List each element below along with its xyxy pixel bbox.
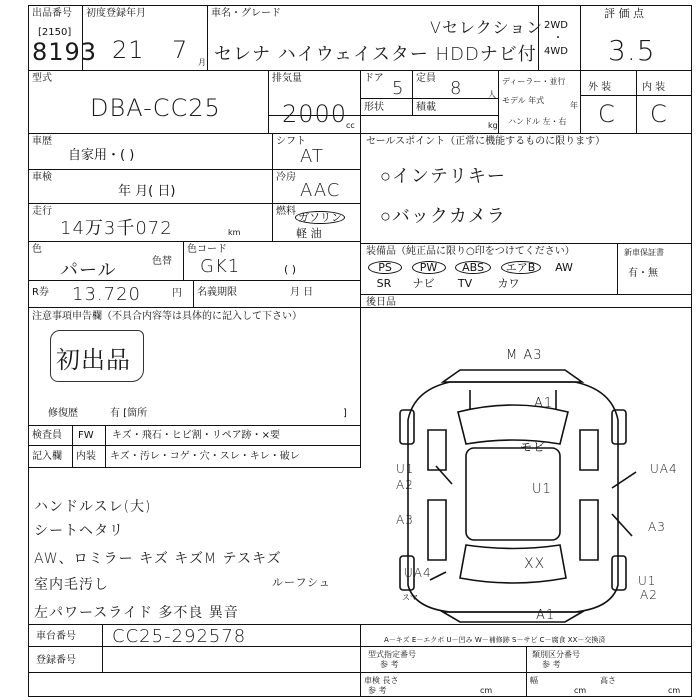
capacity-label: 定員	[416, 73, 436, 84]
equip-sr: SR	[376, 277, 392, 290]
note-3: AW、ロミラー キズ キズM テスキズ	[34, 551, 282, 567]
footer-ref2: 参 考	[542, 660, 561, 669]
footer-width-label: 幅	[530, 676, 538, 685]
fuel-label: 燃料	[276, 206, 296, 217]
mark-left-1: U1	[396, 462, 415, 476]
mark-smark: スマ	[402, 593, 418, 602]
recycle-label: R券	[32, 287, 49, 298]
mileage-label: 走行	[32, 206, 52, 217]
footer-height-label: 高さ	[600, 676, 616, 685]
chassis-label: 車台番号	[36, 631, 76, 642]
notice-label: 注意事項申告欄（不具合内容等は具体的に記入して下さい）	[32, 311, 302, 322]
inspector-in-items: キズ・汚レ・コゲ・穴・スレ・キレ・破レ	[110, 451, 300, 462]
warranty-value: 有・無	[628, 268, 658, 279]
note-2: シートヘタリ	[34, 523, 124, 539]
inspection-value: 年 月( 日)	[118, 184, 176, 199]
drive-dot: ・	[553, 33, 563, 44]
footer-ref3: 参 考	[368, 686, 387, 695]
displacement-label: 排気量	[272, 73, 302, 84]
car-name: セレナ ハイウェイスター HDDナビ付	[214, 44, 537, 65]
footer-cm-3: cm	[668, 686, 681, 695]
mark-left-4: UA4	[404, 566, 432, 580]
footer-length-label: 車検 長さ	[364, 676, 399, 685]
sales-point-2: ○バックカメラ	[380, 206, 506, 227]
reg-no-label: 登録番号	[36, 655, 76, 666]
footer-class-label: 類別区分番号	[532, 650, 580, 659]
interior-value: C	[650, 100, 668, 128]
shape-label: 形状	[364, 102, 384, 113]
grade-note: Vセレクション	[430, 18, 544, 37]
note-side: ルーフシュ	[272, 576, 331, 589]
lot-number: 8193	[32, 38, 98, 66]
ac: AAC	[300, 180, 341, 201]
note-5: 左パワースライド 多不良 異音	[34, 605, 239, 621]
lot-label: 出品番号	[32, 8, 72, 19]
note-4: 室内毛汚し	[34, 577, 109, 593]
damage-legend: A－キズ E－エクボ U－凹み W－補修跡 S－サビ C－腐食 XX－交換済	[384, 636, 606, 644]
shift-label: シフト	[276, 136, 306, 147]
km-unit: km	[228, 228, 241, 237]
yen-unit: 円	[172, 288, 182, 299]
reg-label: 初度登録年月	[86, 8, 146, 19]
reg-month: 7	[172, 36, 189, 64]
footer-cm-2: cm	[574, 686, 587, 695]
load-label: 積載	[416, 102, 436, 113]
note-1: ハンドルスレ(大)	[34, 499, 152, 515]
expire-label: 名義期限	[197, 287, 237, 298]
repair-value: 有 [箇所	[110, 408, 148, 419]
inspector-label-1: 検査員	[32, 430, 62, 441]
equip-aw: AW	[555, 261, 573, 274]
mark-a1-top: A1	[534, 396, 554, 411]
equip-pw: PW	[412, 261, 446, 274]
equip-navi: ナビ	[412, 277, 435, 290]
score-label: 評 価 点	[604, 7, 644, 20]
mark-top: M A3	[506, 348, 543, 363]
reg-year: 21	[112, 36, 145, 64]
dealer-label: ディーラー・並行	[502, 77, 566, 86]
fuel-gas-circle: ガソリン	[295, 211, 345, 224]
inspection-label: 車検	[32, 172, 52, 183]
expire-value: 月 日	[290, 287, 314, 298]
year-unit: 年	[570, 101, 578, 110]
mark-right-3: U1	[638, 574, 657, 588]
sales-label: セールスポイント（正常に機能するものに限ります）	[366, 136, 606, 147]
recycle: 13.720	[72, 284, 141, 305]
doors: 5	[392, 78, 405, 99]
color-label: 色	[32, 244, 42, 255]
lot-sub: [2150]	[38, 27, 72, 38]
displacement: 2000	[282, 100, 348, 128]
kg-unit: kg	[488, 121, 498, 130]
history-label: 車歴	[32, 136, 52, 147]
inspector-fw: FW	[78, 430, 94, 441]
inspector-label-2: 記入欄	[32, 451, 62, 462]
mark-left-3: A3	[396, 513, 414, 527]
ac-label: 冷房	[276, 172, 296, 183]
model-label: 型式	[32, 73, 52, 84]
color-code-label: 色コード	[187, 244, 227, 255]
sales-point-1: ○インテリキー	[380, 166, 506, 187]
cc-unit: cc	[346, 121, 355, 130]
footer-ref1: 参 考	[380, 660, 399, 669]
footer-model-label: 型式指定番号	[368, 650, 416, 659]
drive-2wd: 2WD	[544, 20, 568, 31]
equip-ps: PS	[368, 261, 402, 274]
stamp-text: 初出品	[56, 346, 131, 374]
repair-close: ]	[343, 408, 347, 419]
door-label: ドア	[364, 73, 384, 84]
mark-roof: U1	[532, 482, 552, 497]
shift: AT	[300, 146, 324, 167]
equipment-label: 装備品（純正品に限り○印をつけてください）	[366, 246, 575, 257]
mark-right-2: A3	[648, 520, 666, 534]
fuel-light-oil: 軽 油	[296, 227, 322, 240]
color-change-label: 色替	[152, 256, 172, 267]
mark-left-2: A2	[396, 478, 414, 492]
drive-4wd: 4WD	[544, 46, 568, 57]
interior-label: 内 装	[642, 82, 666, 93]
exterior-label: 外 装	[588, 82, 612, 93]
inspector-in: 内装	[76, 451, 96, 462]
model-year-label: モデル 年式	[502, 96, 545, 105]
handle-label: ハンドル 左・右	[508, 117, 567, 126]
repair-label: 修復歴	[48, 408, 78, 419]
inspector-fw-items: キズ・飛石・ヒビ割・リペア跡・×要	[112, 430, 280, 441]
score: 3.5	[608, 34, 656, 67]
name-label: 車名・グレード	[211, 8, 281, 19]
mark-rear: XX	[524, 556, 546, 572]
color-code: GK1	[200, 256, 241, 277]
model: DBA-CC25	[90, 94, 221, 122]
mileage: 14万3千072	[60, 218, 173, 239]
equip-leather: カワ	[497, 277, 520, 290]
mark-hood: モビ	[520, 440, 547, 454]
mark-bottom: A1	[536, 608, 556, 623]
mark-right-1: UA4	[650, 462, 678, 476]
equip-abs: ABS	[455, 261, 491, 274]
exterior-value: C	[598, 100, 616, 128]
month-unit: 月	[198, 58, 206, 67]
after-label: 後日品	[366, 297, 396, 308]
person-unit: 人	[488, 90, 496, 99]
warranty-label: 新車保証書	[624, 248, 664, 257]
fuel-other: ( )	[284, 263, 297, 276]
capacity: 8	[450, 78, 463, 99]
equip-tv: TV	[457, 277, 473, 290]
footer-cm-1: cm	[480, 686, 493, 695]
mark-right-4: A2	[640, 588, 658, 602]
color: パール	[60, 260, 117, 281]
history-value: 自家用・( )	[68, 148, 135, 163]
equip-airbag: エアB	[501, 261, 541, 274]
chassis-value: CC25-292578	[112, 626, 247, 647]
